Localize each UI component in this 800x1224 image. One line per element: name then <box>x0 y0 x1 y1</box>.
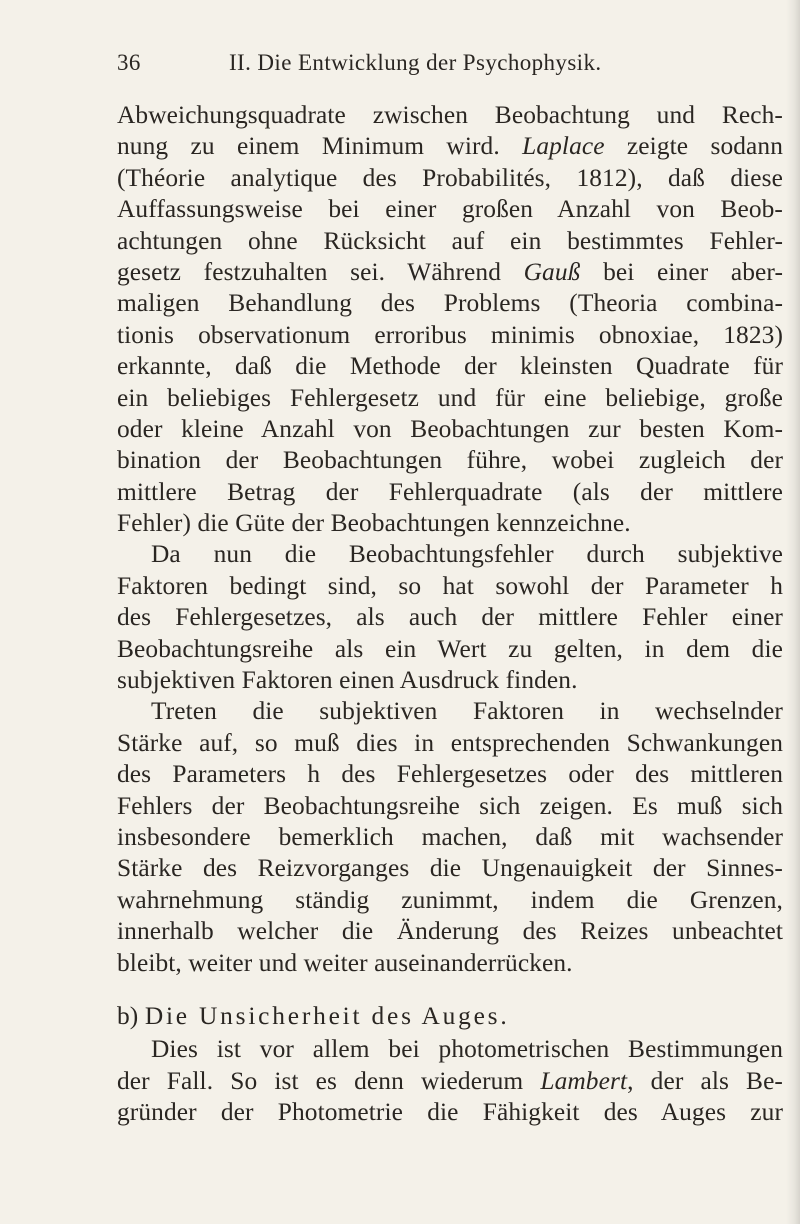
text-line: Fehler) die Güte der Beobachtungen kennzeichne. <box>117 509 631 538</box>
text-line: innerhalb welcher die Änderung des Reizes unbeachtet <box>117 917 783 946</box>
page-edge-shadow <box>786 0 800 1224</box>
section-heading <box>117 1001 783 1032</box>
text-line: mittlere Betrag der Fehlerquadrate (als der mittlere <box>117 477 783 506</box>
text-line: gesetz festzuhalten sei. Während Gauß bei einer aber- <box>117 257 784 286</box>
book-page <box>117 50 783 1129</box>
text-line: Beobachtungsreihe als ein Wert zu gelten, in dem die <box>117 634 783 663</box>
text-line: maligen Behandlung des Problems (Theoria combina- <box>117 289 783 318</box>
text-line: erkannte, daß die Methode der kleinsten Quadrate für <box>117 352 783 381</box>
text-line: Dies ist vor allem bei photometrischen Bestimmungen <box>151 1035 783 1064</box>
section-label: b) <box>117 1001 139 1030</box>
text-line: nung zu einem Minimum wird. Laplace zeigte sodann <box>117 132 783 161</box>
text-line: Abweichungsquadrate zwischen Beobachtung und Rech- <box>117 101 783 129</box>
text-line: ein beliebiges Fehlergesetz und für eine beliebige, große <box>117 383 783 412</box>
chapter-title: II. Die Entwicklung der Psychophysik. <box>229 50 602 75</box>
text-line: der Fall. So ist es denn wiederum Lambert, der als Be- <box>117 1066 783 1095</box>
body-text <box>117 100 783 1129</box>
text-line: bination der Beobachtungen führe, wobei zugleich der <box>117 446 783 475</box>
text-line: (Théorie analytique des Probabilités, 1812), daß diese <box>117 163 783 192</box>
text-line: bleibt, weiter und weiter auseinanderrücken. <box>117 948 573 977</box>
text-line: Treten die subjektiven Faktoren in wechselnder <box>151 697 783 726</box>
text-line: wahrnehmung ständig zunimmt, indem die Grenzen, <box>117 885 783 914</box>
text-line: Faktoren bedingt sind, so hat sowohl der Parameter h <box>117 571 783 600</box>
text-line: Da nun die Beobachtungsfehler durch subjektive <box>151 540 783 569</box>
text-line: achtungen ohne Rücksicht auf ein bestimmtes Fehler- <box>117 226 783 255</box>
text-line: subjektiven Faktoren einen Ausdruck finden. <box>117 666 578 695</box>
text-line: Stärke auf, so muß dies in entsprechenden Schwankungen <box>117 728 783 757</box>
text-line: tionis observationum erroribus minimis obnoxiae, 1823) <box>117 320 783 349</box>
italic-name: Gauß <box>523 257 581 286</box>
text-line: gründer der Photometrie die Fähigkeit des Auges zur <box>117 1098 783 1127</box>
text-line: Fehlers der Beobachtungsreihe sich zeigen. Es muß sich <box>117 791 783 820</box>
section-title: Die Unsicherheit des Auges. <box>144 1001 510 1030</box>
text-line: oder kleine Anzahl von Beobachtungen zur besten Kom- <box>117 414 783 443</box>
italic-name: Lambert <box>540 1066 628 1095</box>
text-line: des Parameters h des Fehlergesetzes oder des mittleren <box>117 760 783 789</box>
text-line: des Fehlergesetzes, als auch der mittlere Fehler einer <box>117 603 783 632</box>
text-line: Stärke des Reizvorganges die Ungenauigkeit der Sinnes- <box>117 854 783 883</box>
text-line: Auffassungsweise bei einer großen Anzahl von Beob- <box>117 195 783 224</box>
page-number: 36 <box>117 50 141 75</box>
text-line: insbesondere bemerklich machen, daß mit wachsender <box>117 822 783 851</box>
running-header <box>117 50 783 84</box>
italic-name: Laplace <box>522 132 605 161</box>
